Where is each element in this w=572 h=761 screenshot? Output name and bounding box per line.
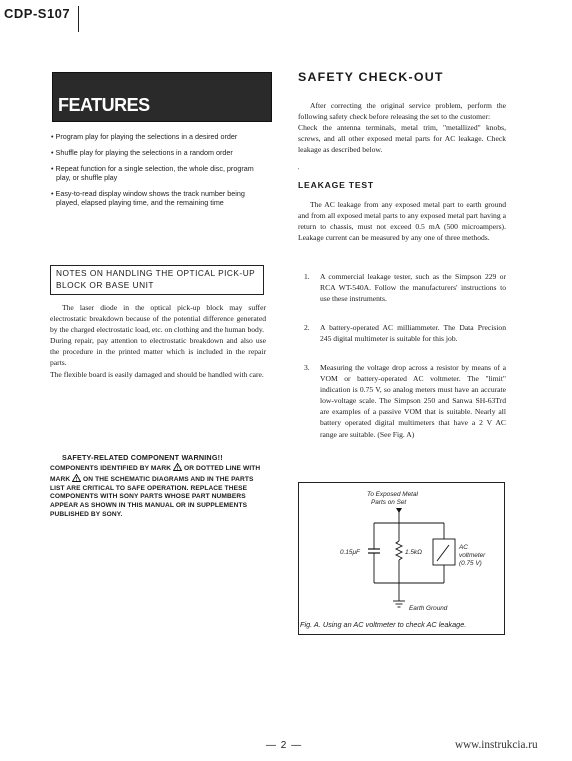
method-item	[298, 322, 506, 344]
leakage-title: LEAKAGE TEST	[298, 180, 374, 190]
figure-a	[298, 482, 505, 635]
warning-triangle-icon	[72, 474, 81, 482]
leakage-body	[298, 199, 506, 243]
method-item	[298, 271, 506, 304]
warning-body	[50, 463, 270, 520]
features-title: FEATURES	[58, 95, 150, 115]
svg-text:!: !	[75, 476, 78, 482]
method-text: Measuring the voltage drop across a resistor by means of a VOM or battery-operated AC voltmeter. The "limit" indication is 0.75 V, so analog meters must have an accurate low-voltage scale. The Simpson 250 and Sanwa SH-63Trd are examples of a passive VOM that is suitable. Nearly all battery operated digital multimeters that have a 2 V AC range are suitable. (See Fig. A)	[320, 363, 506, 439]
feature-item: • Shuffle play for playing the selections in a random order	[50, 148, 265, 157]
notes-paragraph: During repair, pay attention to electrostatic breakdown and also use the procedure in the printed matter which is included in the repair parts.	[50, 336, 266, 368]
features-list	[50, 132, 265, 214]
meter-label: (0.75 V)	[459, 560, 482, 567]
safety-body	[298, 100, 506, 155]
page-number: — 2 —	[266, 740, 303, 751]
figure-top-label: Parts on Set	[371, 499, 407, 506]
features-banner	[52, 72, 272, 122]
safety-title: SAFETY CHECK-OUT	[298, 70, 444, 84]
safety-intro: After correcting the original service problem, perform the following safety check before releasing the set to the customer:	[298, 101, 506, 122]
ground-label: Earth Ground	[409, 605, 448, 612]
feature-item: • Program play for playing the selections in a desired order	[50, 132, 265, 141]
notes-paragraph: The flexible board is easily damaged and should be handled with care.	[50, 369, 264, 379]
feature-item: • Easy-to-read display window shows the track number being played, elapsed playing time, and the remaining time	[50, 189, 265, 207]
meter-label: AC	[459, 544, 468, 551]
notes-paragraph: The laser diode in the optical pick-up block may suffer electrostatic breakdown because of the potential difference generated by the charged electrostatic load, etc. on clothing and the human body.	[50, 303, 266, 335]
stray-mark: '	[298, 168, 300, 174]
warning-text: ON THE SCHEMATIC DIAGRAMS AND IN THE PARTS LIST ARE CRITICAL TO SAFE OPERATION. REPLACE THESE COMPONENTS WITH SONY PARTS WHOSE PART NUMBERS APPEAR AS SHOWN IN THIS MANUAL OR IN SUPPLEMENTS PUBLISHED BY SONY.	[50, 475, 254, 518]
meter-label: voltmeter	[459, 552, 486, 559]
notes-heading: NOTES ON HANDLING THE OPTICAL PICK-UP BLOCK OR BASE UNIT	[50, 265, 264, 295]
resistor-label: 1.5kΩ	[405, 549, 422, 556]
warning-text: OR DOTTED LINE WITH MARK	[50, 465, 261, 483]
figure-top-label: To Exposed Metal	[367, 491, 418, 498]
method-number: 1.	[304, 272, 310, 281]
leakage-intro: The AC leakage from any exposed metal part to earth ground and from all exposed metal parts to any exposed metal part having a return to chassis, must not exceed 0.5 mA (500 microampers). Leakage current can be measured by any one of three methods.	[298, 200, 506, 243]
capacitor-label: 0.15μF	[340, 549, 360, 556]
method-number: 2.	[304, 323, 310, 332]
warning-triangle-icon	[173, 463, 182, 471]
method-text: A commercial leakage tester, such as the Simpson 229 or RCA WT-540A. Follow the manufacturers' instructions to use these instruments.	[320, 272, 506, 304]
leakage-test-circuit-diagram	[299, 483, 506, 636]
warning-title: SAFETY-RELATED COMPONENT WARNING!!	[62, 453, 223, 462]
method-item	[298, 362, 506, 440]
svg-text:!: !	[176, 465, 179, 471]
warning-text: COMPONENTS IDENTIFIED BY MARK	[50, 465, 174, 472]
safety-check: Check the antenna terminals, metal trim, "metallized" knobs, screws, and all other exposed metal parts for AC leakage. Check leakage as described below.	[298, 123, 506, 155]
resistor-symbol	[396, 541, 402, 560]
figure-caption: Fig. A. Using an AC voltmeter to check AC leakage.	[300, 620, 467, 629]
watermark: www.instrukcia.ru	[455, 739, 538, 751]
probe-arrow-icon	[396, 508, 402, 513]
model-number: CDP-S107	[0, 6, 79, 32]
method-number: 3.	[304, 363, 310, 372]
notes-body	[50, 302, 266, 380]
feature-item: • Repeat function for a single selection, the whole disc, program play, or shuffle play	[50, 164, 265, 182]
method-text: A battery-operated AC milliammeter. The Data Precision 245 digital multimeter is suitable for this job.	[320, 323, 506, 344]
